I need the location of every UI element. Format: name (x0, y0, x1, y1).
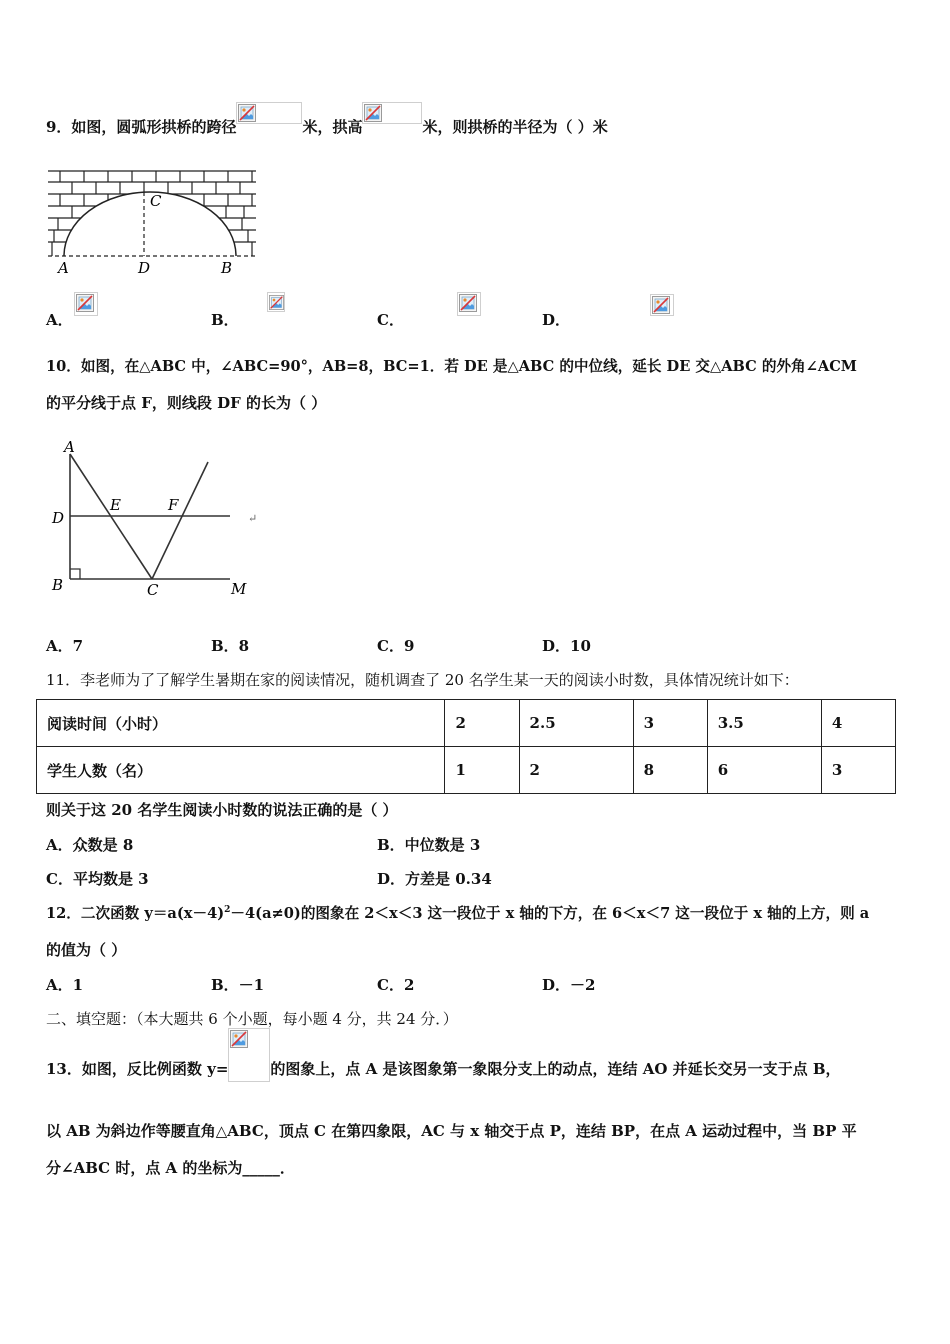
label-b: B (221, 259, 233, 277)
q9-text-c: 米，则拱桥的半径为（ ）米 (422, 118, 608, 136)
q9-option-a-label: A． (46, 311, 73, 329)
q9-option-c-label: C． (377, 311, 404, 329)
paragraph-mark: ↵ (248, 512, 258, 525)
q9-height-formula-image (362, 102, 422, 124)
label-f: F (168, 496, 179, 514)
q9-option-a-image (74, 292, 98, 316)
broken-image-icon (364, 104, 382, 122)
q10-option-b[interactable]: B．8 (211, 637, 250, 655)
q9-text-b: 米，拱高 (302, 118, 363, 136)
q9-option-c-image (457, 292, 481, 316)
q11-option-b[interactable]: B．中位数是 3 (377, 836, 481, 854)
table-row (37, 747, 896, 794)
table-cell: 3 (821, 747, 895, 794)
label-d: D (138, 259, 151, 277)
label-e: E (110, 496, 121, 514)
q11-option-c[interactable]: C．平均数是 3 (46, 870, 149, 888)
right-angle-mark (70, 569, 80, 579)
broken-image-icon (230, 1030, 248, 1048)
q9-span-formula-image (236, 102, 302, 124)
q12-option-a[interactable]: A．1 (46, 976, 84, 994)
table-cell: 2.5 (519, 700, 633, 747)
q10-option-c[interactable]: C．9 (377, 637, 415, 655)
reading-stats-table (36, 699, 896, 794)
label-b: B (52, 576, 64, 594)
arch-bridge-figure (44, 166, 264, 278)
label-d: D (52, 509, 65, 527)
q13-text-b: 的图象上，点 A 是该图象第一象限分支上的动点，连结 AO 并延长交另一支于点 B， (270, 1060, 841, 1078)
question-12-line-1 (46, 902, 869, 923)
question-10-line-1: 10．如图，在△ABC 中，∠ABC=90°，AB=8，BC=1．若 DE 是△ABC 的中位线，延长 DE 交△ABC 的外角∠ACM (46, 358, 857, 375)
table-cell: 2 (519, 747, 633, 794)
table-cell: 1 (445, 747, 519, 794)
q12-option-b[interactable]: B．－1 (211, 976, 265, 994)
broken-image-icon (459, 294, 477, 312)
q9-option-b[interactable] (211, 309, 239, 330)
q11-option-d[interactable]: D．方差是 0.34 (377, 870, 492, 888)
table-cell: 学生人数（名） (37, 747, 445, 794)
table-cell: 6 (707, 747, 821, 794)
q10-option-a[interactable]: A．7 (46, 637, 84, 655)
q12-text-b: －4(a≠0)的图象在 2＜x＜3 这一段位于 x 轴的下方，在 6＜x＜7 这一段位于 x 轴的上方，则 a (230, 905, 870, 922)
label-a: A (64, 438, 75, 456)
table-cell: 4 (821, 700, 895, 747)
q12-exponent: 2 (224, 905, 231, 916)
question-12-line-2: 的值为（ ） (46, 941, 127, 959)
triangle-figure (48, 438, 268, 602)
question-13-line-2: 以 AB 为斜边作等腰直角△ABC，顶点 C 在第四象限，AC 与 x 轴交于点 P，连结 BP，在点 A 运动过程中，当 BP 平 (46, 1122, 857, 1140)
q9-option-b-image (267, 292, 285, 312)
question-9-stem (46, 116, 608, 137)
question-13-line-1 (46, 1058, 841, 1082)
table-cell: 3 (633, 700, 707, 747)
label-a: A (58, 259, 69, 277)
table-row (37, 700, 896, 747)
broken-image-icon (269, 294, 284, 311)
q9-option-c[interactable] (377, 309, 404, 330)
table-cell: 3.5 (707, 700, 821, 747)
section-heading: 二、填空题：（本大题共 6 个小题，每小题 4 分，共 24 分．） (46, 1010, 458, 1028)
label-c: C (147, 581, 159, 599)
q9-option-a[interactable] (46, 309, 73, 330)
question-13-line-3: 分∠ABC 时，点 A 的坐标为_____． (46, 1159, 295, 1177)
table-cell: 阅读时间（小时） (37, 700, 445, 747)
question-10-line-2: 的平分线于点 F，则线段 DF 的长为（ ） (46, 394, 327, 412)
q13-text-a: 13．如图，反比例函数 y= (46, 1060, 229, 1078)
table-cell: 8 (633, 747, 707, 794)
table-cell: 2 (445, 700, 519, 747)
question-11-prompt: 则关于这 20 名学生阅读小时数的说法正确的是（ ） (46, 801, 398, 819)
q12-option-d[interactable]: D．－2 (542, 976, 596, 994)
broken-image-icon (238, 104, 256, 122)
question-11-stem: 11．李老师为了了解学生暑期在家的阅读情况，随机调查了 20 名学生某一天的阅读小时数，具体情况统计如下： (46, 671, 799, 689)
bisector-cf (152, 462, 208, 579)
q9-text-a: 9．如图，圆弧形拱桥的跨径 (46, 118, 237, 136)
label-c: C (150, 192, 162, 210)
q13-fraction-image (228, 1028, 270, 1082)
q12-text-a: 12．二次函数 y＝a(x－4) (46, 905, 225, 922)
label-m: M (231, 580, 247, 598)
q10-option-d[interactable]: D．10 (542, 637, 591, 655)
q9-option-d[interactable] (542, 309, 570, 330)
q9-option-d-image (650, 294, 674, 316)
q9-option-b-label: B． (211, 311, 239, 329)
q9-option-d-label: D． (542, 311, 571, 329)
broken-image-icon (652, 296, 670, 314)
q12-option-c[interactable]: C．2 (377, 976, 415, 994)
broken-image-icon (76, 294, 94, 312)
q11-option-a[interactable]: A．众数是 8 (46, 836, 134, 854)
